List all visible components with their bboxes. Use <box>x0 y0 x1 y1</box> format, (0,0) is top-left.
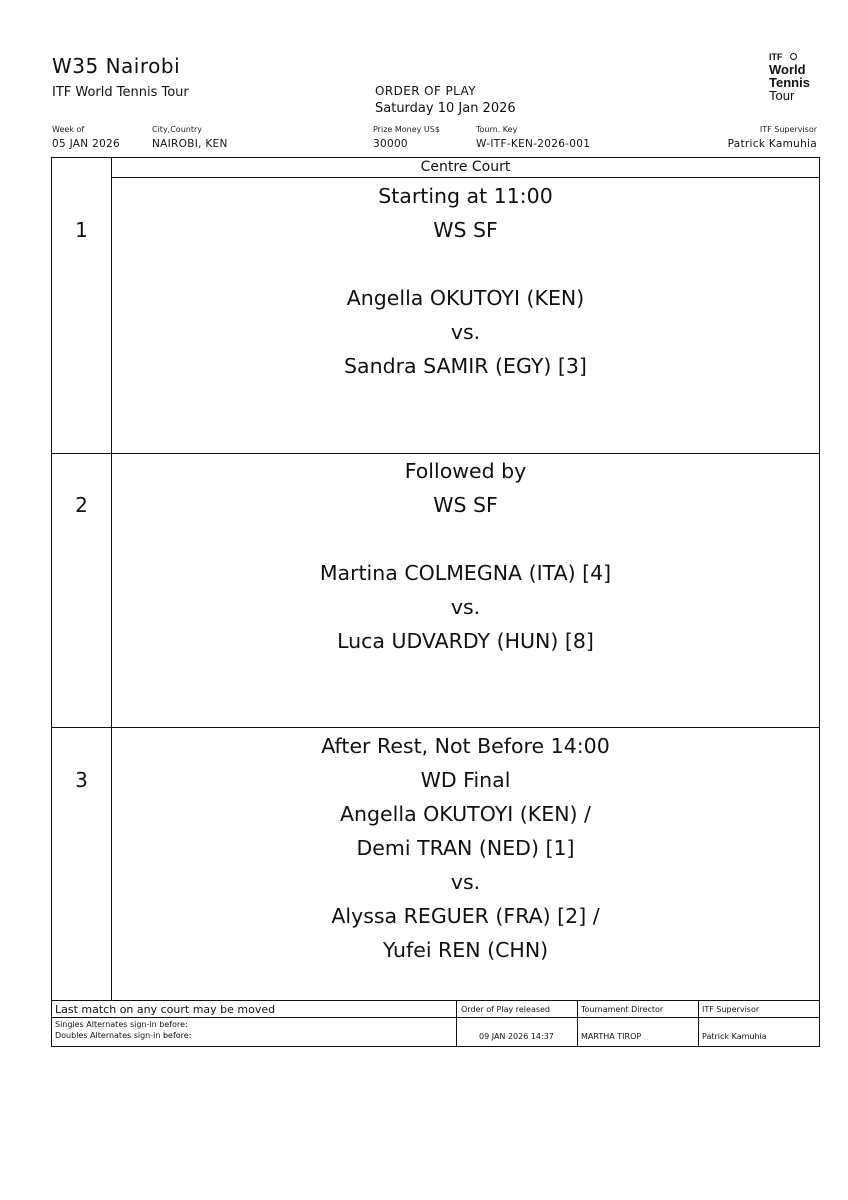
footer-column-divider <box>698 1000 699 1047</box>
released-value: 09 JAN 2026 14:37 <box>479 1032 554 1041</box>
match-1-details <box>112 179 819 383</box>
match-schedule: Followed by <box>404 459 527 483</box>
logo-mark: ITF <box>769 52 783 62</box>
week-label: Week of <box>52 125 85 134</box>
order-of-play-date: Saturday 10 Jan 2026 <box>375 101 516 116</box>
match-number: 1 <box>75 218 88 242</box>
player: Sandra SAMIR (EGY) [3] <box>344 354 587 378</box>
match-spacer <box>112 247 819 281</box>
versus: vs. <box>450 870 481 894</box>
city-label: City,Country <box>152 125 203 134</box>
match-schedule: Starting at 11:00 <box>378 184 553 208</box>
player: Alyssa REGUER (FRA) [2] / <box>331 904 600 928</box>
player: Angella OKUTOYI (KEN) <box>346 286 585 310</box>
match-schedule: After Rest, Not Before 14:00 <box>321 734 610 758</box>
match-number: 2 <box>75 493 88 517</box>
court-name: Centre Court <box>420 159 511 175</box>
player: Angella OKUTOYI (KEN) / <box>340 802 591 826</box>
match-3-details <box>112 729 819 967</box>
logo-line-2: Tennis <box>769 75 810 90</box>
versus: vs. <box>450 595 481 619</box>
singles-alternates-note: Singles Alternates sign-in before: <box>55 1020 188 1029</box>
match-event: WS SF <box>433 218 498 242</box>
player: Yufei REN (CHN) <box>382 938 549 962</box>
itf-world-tennis-tour-logo <box>765 52 825 102</box>
tournament-director-value: MARTHA TIROP <box>581 1032 642 1041</box>
match-event: WD Final <box>420 768 511 792</box>
match-2-details <box>112 454 819 658</box>
footer-divider <box>51 1000 820 1001</box>
city-value: NAIROBI, KEN <box>152 138 228 150</box>
player: Luca UDVARDY (HUN) [8] <box>337 629 594 653</box>
court-header-divider <box>112 177 820 178</box>
week-value: 05 JAN 2026 <box>52 138 121 150</box>
doubles-alternates-note: Doubles Alternates sign-in before: <box>55 1031 192 1040</box>
footer-supervisor-label: ITF Supervisor <box>702 1005 760 1014</box>
order-of-play-title: ORDER OF PLAY <box>375 84 476 98</box>
match-number: 3 <box>75 768 88 792</box>
itf-supervisor-value: Patrick Kamuhia <box>727 138 817 150</box>
released-label: Order of Play released <box>461 1005 551 1014</box>
tournament-key-label: Tourn. Key <box>476 125 518 134</box>
row-divider <box>51 727 820 728</box>
logo-line-1: World <box>769 62 806 77</box>
versus: vs. <box>450 320 481 344</box>
prize-money-label: Prize Money US$ <box>373 125 440 134</box>
footer-column-divider <box>577 1000 578 1047</box>
logo-ball-icon <box>790 53 797 60</box>
player: Martina COLMEGNA (ITA) [4] <box>319 561 612 585</box>
logo-line-3: Tour <box>769 88 795 103</box>
match-spacer <box>112 522 819 556</box>
tour-subtitle: ITF World Tennis Tour <box>52 85 189 100</box>
player: Demi TRAN (NED) [1] <box>356 836 575 860</box>
footer-supervisor-value: Patrick Kamuhia <box>702 1032 767 1041</box>
tournament-title: W35 Nairobi <box>52 54 181 78</box>
tournament-key-value: W-ITF-KEN-2026-001 <box>476 138 591 150</box>
match-event: WS SF <box>433 493 498 517</box>
last-match-note: Last match on any court may be moved <box>55 1003 276 1016</box>
itf-supervisor-label: ITF Supervisor <box>759 125 817 134</box>
tournament-director-label: Tournament Director <box>581 1005 664 1014</box>
prize-money-value: 30000 <box>373 138 408 150</box>
footer-column-divider <box>456 1000 457 1047</box>
footer-inner-divider <box>51 1017 820 1018</box>
